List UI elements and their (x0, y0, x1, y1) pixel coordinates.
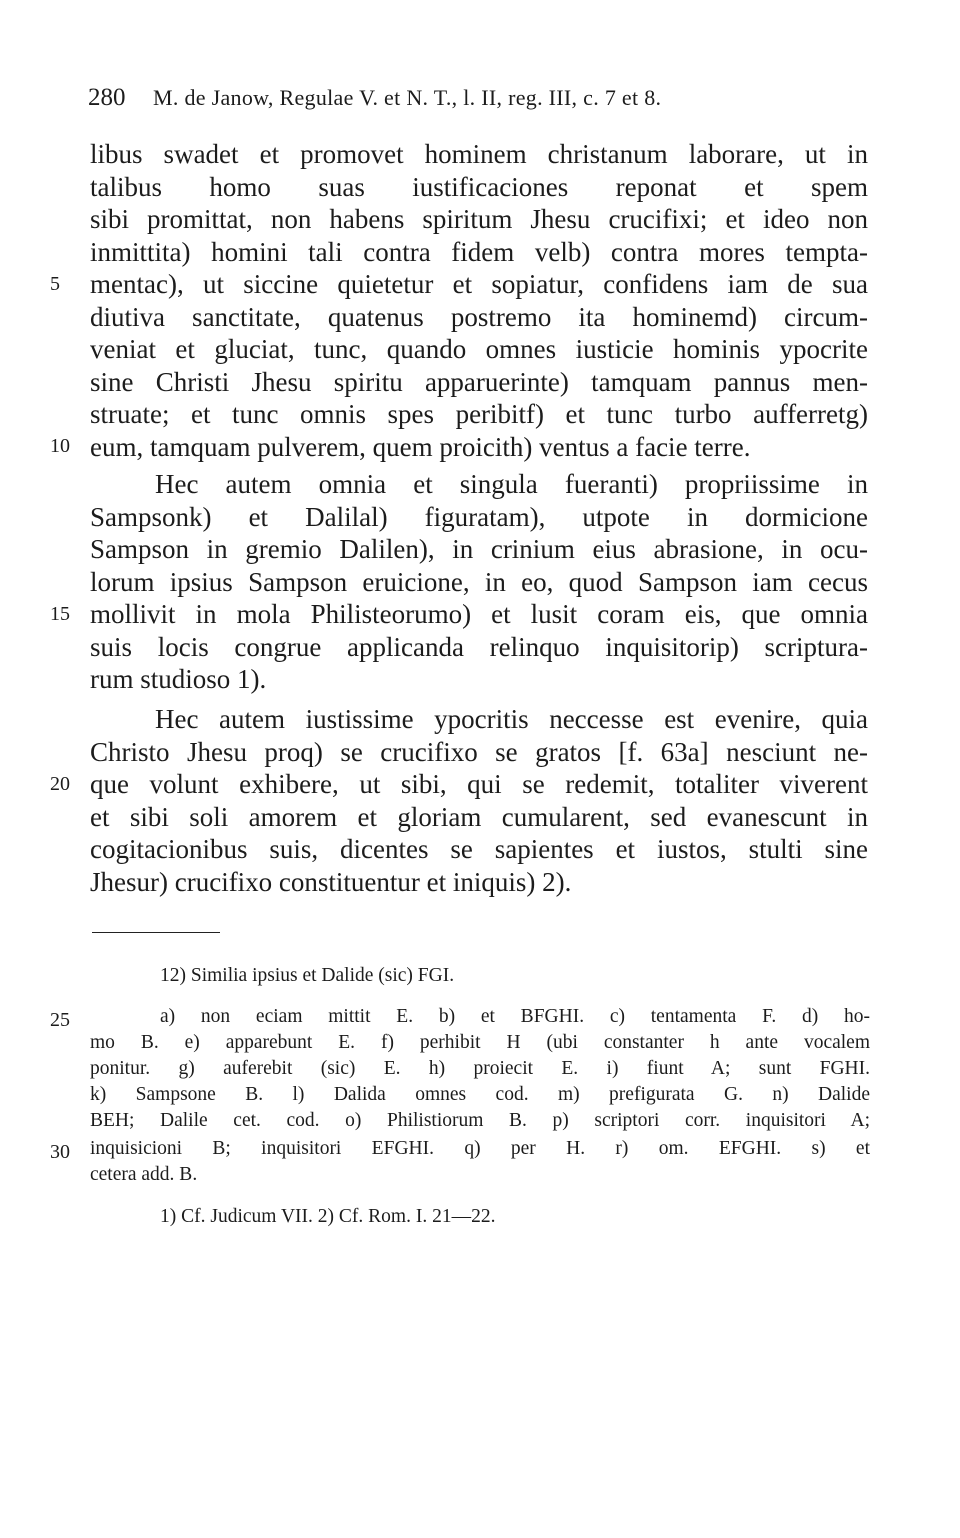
footnote-line: k) Sampsone B. l) Dalida omnes cod. m) prefigurata G. n) Dalide (90, 1084, 870, 1105)
running-title: M. de Janow, Regulae V. et N. T., l. II, reg. III, c. 7 et 8. (153, 85, 662, 110)
text-line: Hec autem iustissime ypocritis neccesse est evenire, quia (155, 704, 868, 734)
footnote-line: cetera add. B. (90, 1164, 198, 1185)
footnote-line: 12) Similia ipsius et Dalide (sic) FGI. (160, 965, 455, 986)
text-line: que volunt exhibere, ut sibi, qui se redemit, totaliter viverent (90, 769, 868, 799)
line-number: 15 (50, 603, 70, 625)
line-number: 25 (50, 1009, 70, 1031)
running-head (88, 82, 868, 114)
text-line: Hec autem omnia et singula fueranti) propriissime in (155, 469, 868, 499)
text-line: Sampson in gremio Dalilen), in crinium eius abrasione, in ocu- (90, 534, 868, 564)
text-line: struate; et tunc omnis spes peribitf) et tunc turbo aufferretg) (90, 399, 868, 429)
text-line: mollivit in mola Philisteorumo) et lusit coram eis, que omnia (90, 599, 868, 629)
text-line: Christo Jhesu proq) se crucifixo se gratos [f. 63a] nesciunt ne- (90, 736, 868, 767)
text-line: et sibi soli amorem et gloriam cumularent, sed evanescunt in (90, 801, 868, 832)
text-line: lorum ipsius Sampson eruicione, in eo, quod Sampson iam cecus (90, 566, 868, 597)
text-line: Jhesur) crucifixo constituentur et iniquis) 2). (90, 866, 572, 897)
page-number: 280 (88, 84, 126, 111)
text-line: rum studioso 1). (90, 664, 267, 694)
footnote-line: ponitur. g) auferebit (sic) E. h) proiecit E. i) fiunt A; sunt FGHI. (90, 1058, 870, 1079)
text-line: cogitacionibus suis, dicentes se sapientes et iustos, stulti sine (90, 834, 868, 864)
line-number: 10 (50, 435, 70, 457)
footnote-line: 1) Cf. Judicum VII. 2) Cf. Rom. I. 21—22. (160, 1206, 496, 1227)
text-line: libus swadet et promovet hominem christanum laborare, ut in (90, 139, 868, 169)
text-line: mentac), ut siccine quietetur et sopiatur, confidens iam de sua (90, 269, 868, 299)
line-number: 20 (50, 773, 70, 795)
text-line: talibus homo suas iustificaciones reponat et spem (90, 171, 868, 202)
line-number: 5 (50, 273, 60, 295)
text-line: suis locis congrue applicanda relinquo inquisitorip) scriptura- (90, 631, 868, 662)
line-number: 30 (50, 1141, 70, 1163)
footnote-separator (92, 932, 220, 933)
text-line: sibi promittat, non habens spiritum Jhesu crucifixi; et ideo non (90, 204, 868, 234)
footnote-line: mo B. e) apparebunt E. f) perhibit H (ubi constanter h ante vocalem (90, 1032, 870, 1053)
text-line: veniat et gluciat, tunc, quando omnes iusticie hominis ypocrite (90, 334, 868, 364)
footnote-line: BEH; Dalile cet. cod. o) Philistiorum B. p) scriptori corr. inquisitori A; (90, 1110, 870, 1131)
text-line: sine Christi Jhesu spiritu apparuerinte) tamquam pannus men- (90, 366, 868, 397)
footnote-line: a) non eciam mittit E. b) et BFGHI. c) tentamenta F. d) ho- (160, 1006, 870, 1027)
text-line: inmittita) homini tali contra fidem velb) contra mores tempta- (90, 236, 868, 267)
text-line: diutiva sanctitate, quatenus postremo ita hominemd) circum- (90, 301, 868, 332)
text-line: Sampsonk) et Dalilal) figuratam), utpote in dormicione (90, 501, 868, 532)
footnote-line: inquisicioni B; inquisitori EFGHI. q) per H. r) om. EFGHI. s) et (90, 1138, 870, 1159)
text-line: eum, tamquam pulverem, quem proicith) ventus a facie terre. (90, 431, 751, 462)
